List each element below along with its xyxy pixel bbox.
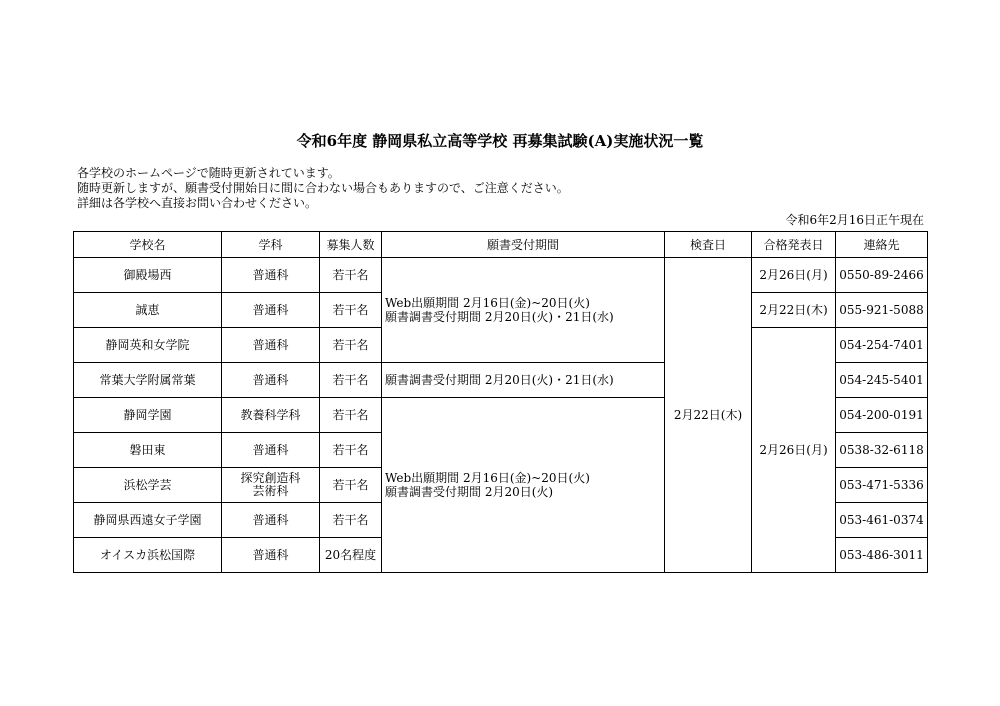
school-name: 静岡英和女学院 (74, 328, 222, 363)
period-line: 願書調書受付期間 2月20日(火)・21日(水) (385, 373, 614, 387)
as-of-date: 令和6年2月16日正午現在 (785, 213, 924, 227)
capacity: 20名程度 (320, 538, 382, 573)
period-line: Web出願期間 2月16日(金)~20日(火) (385, 471, 590, 485)
school-name: 静岡学園 (74, 398, 222, 433)
notes (77, 166, 569, 211)
department: 普通科 (222, 293, 320, 328)
school-name: 磐田東 (74, 433, 222, 468)
department: 普通科 (222, 328, 320, 363)
capacity: 若干名 (320, 433, 382, 468)
capacity: 若干名 (320, 258, 382, 293)
header-dept: 学科 (222, 232, 320, 258)
header-school: 学校名 (74, 232, 222, 258)
school-name: 常葉大学附属常葉 (74, 363, 222, 398)
capacity: 若干名 (320, 503, 382, 538)
capacity: 若干名 (320, 398, 382, 433)
note-line: 詳細は各学校へ直接お問い合わせください。 (77, 196, 318, 210)
department: 普通科 (222, 503, 320, 538)
application-period (382, 363, 665, 398)
period-line: 願書調書受付期間 2月20日(火) (385, 485, 554, 499)
header-period: 願書受付期間 (382, 232, 665, 258)
application-period (382, 398, 665, 573)
contact-phone: 053-486-3011 (836, 538, 928, 573)
header-capacity: 募集人数 (320, 232, 382, 258)
header-contact: 連絡先 (836, 232, 928, 258)
note-line: 各学校のホームページで随時更新されています。 (77, 166, 340, 180)
capacity: 若干名 (320, 293, 382, 328)
contact-phone: 054-200-0191 (836, 398, 928, 433)
school-name: 浜松学芸 (74, 468, 222, 503)
note-line: 随時更新しますが、願書受付開始日に間に合わない場合もありますので、ご注意ください。 (77, 181, 569, 195)
period-line: Web出願期間 2月16日(金)~20日(火) (385, 296, 590, 310)
period-line: 願書調書受付期間 2月20日(火)・21日(水) (385, 310, 614, 324)
department-line: 芸術科 (252, 484, 289, 498)
school-name: 誠恵 (74, 293, 222, 328)
department: 普通科 (222, 363, 320, 398)
department: 普通科 (222, 258, 320, 293)
department-line: 探究創造科 (240, 471, 301, 485)
department (222, 468, 320, 503)
school-name: 御殿場西 (74, 258, 222, 293)
exam-date: 2月22日(木) (665, 258, 752, 573)
capacity: 若干名 (320, 328, 382, 363)
contact-phone: 054-254-7401 (836, 328, 928, 363)
contact-phone: 0538-32-6118 (836, 433, 928, 468)
contact-phone: 054-245-5401 (836, 363, 928, 398)
exam-status-table (73, 231, 928, 573)
department: 教養科学科 (222, 398, 320, 433)
header-exam-date: 検査日 (665, 232, 752, 258)
table-header-row (74, 232, 928, 258)
header-result-date: 合格発表日 (752, 232, 836, 258)
department: 普通科 (222, 433, 320, 468)
contact-phone: 053-461-0374 (836, 503, 928, 538)
contact-phone: 055-921-5088 (836, 293, 928, 328)
capacity: 若干名 (320, 363, 382, 398)
result-date: 2月26日(月) (752, 328, 836, 573)
table-row (74, 258, 928, 293)
capacity: 若干名 (320, 468, 382, 503)
contact-phone: 053-471-5336 (836, 468, 928, 503)
result-date: 2月26日(月) (752, 258, 836, 293)
contact-phone: 0550-89-2466 (836, 258, 928, 293)
result-date: 2月22日(木) (752, 293, 836, 328)
school-name: 静岡県西遠女子学園 (74, 503, 222, 538)
page-title: 令和6年度 静岡県私立高等学校 再募集試験(A)実施状況一覧 (296, 132, 704, 150)
department: 普通科 (222, 538, 320, 573)
school-name: オイスカ浜松国際 (74, 538, 222, 573)
application-period (382, 258, 665, 363)
